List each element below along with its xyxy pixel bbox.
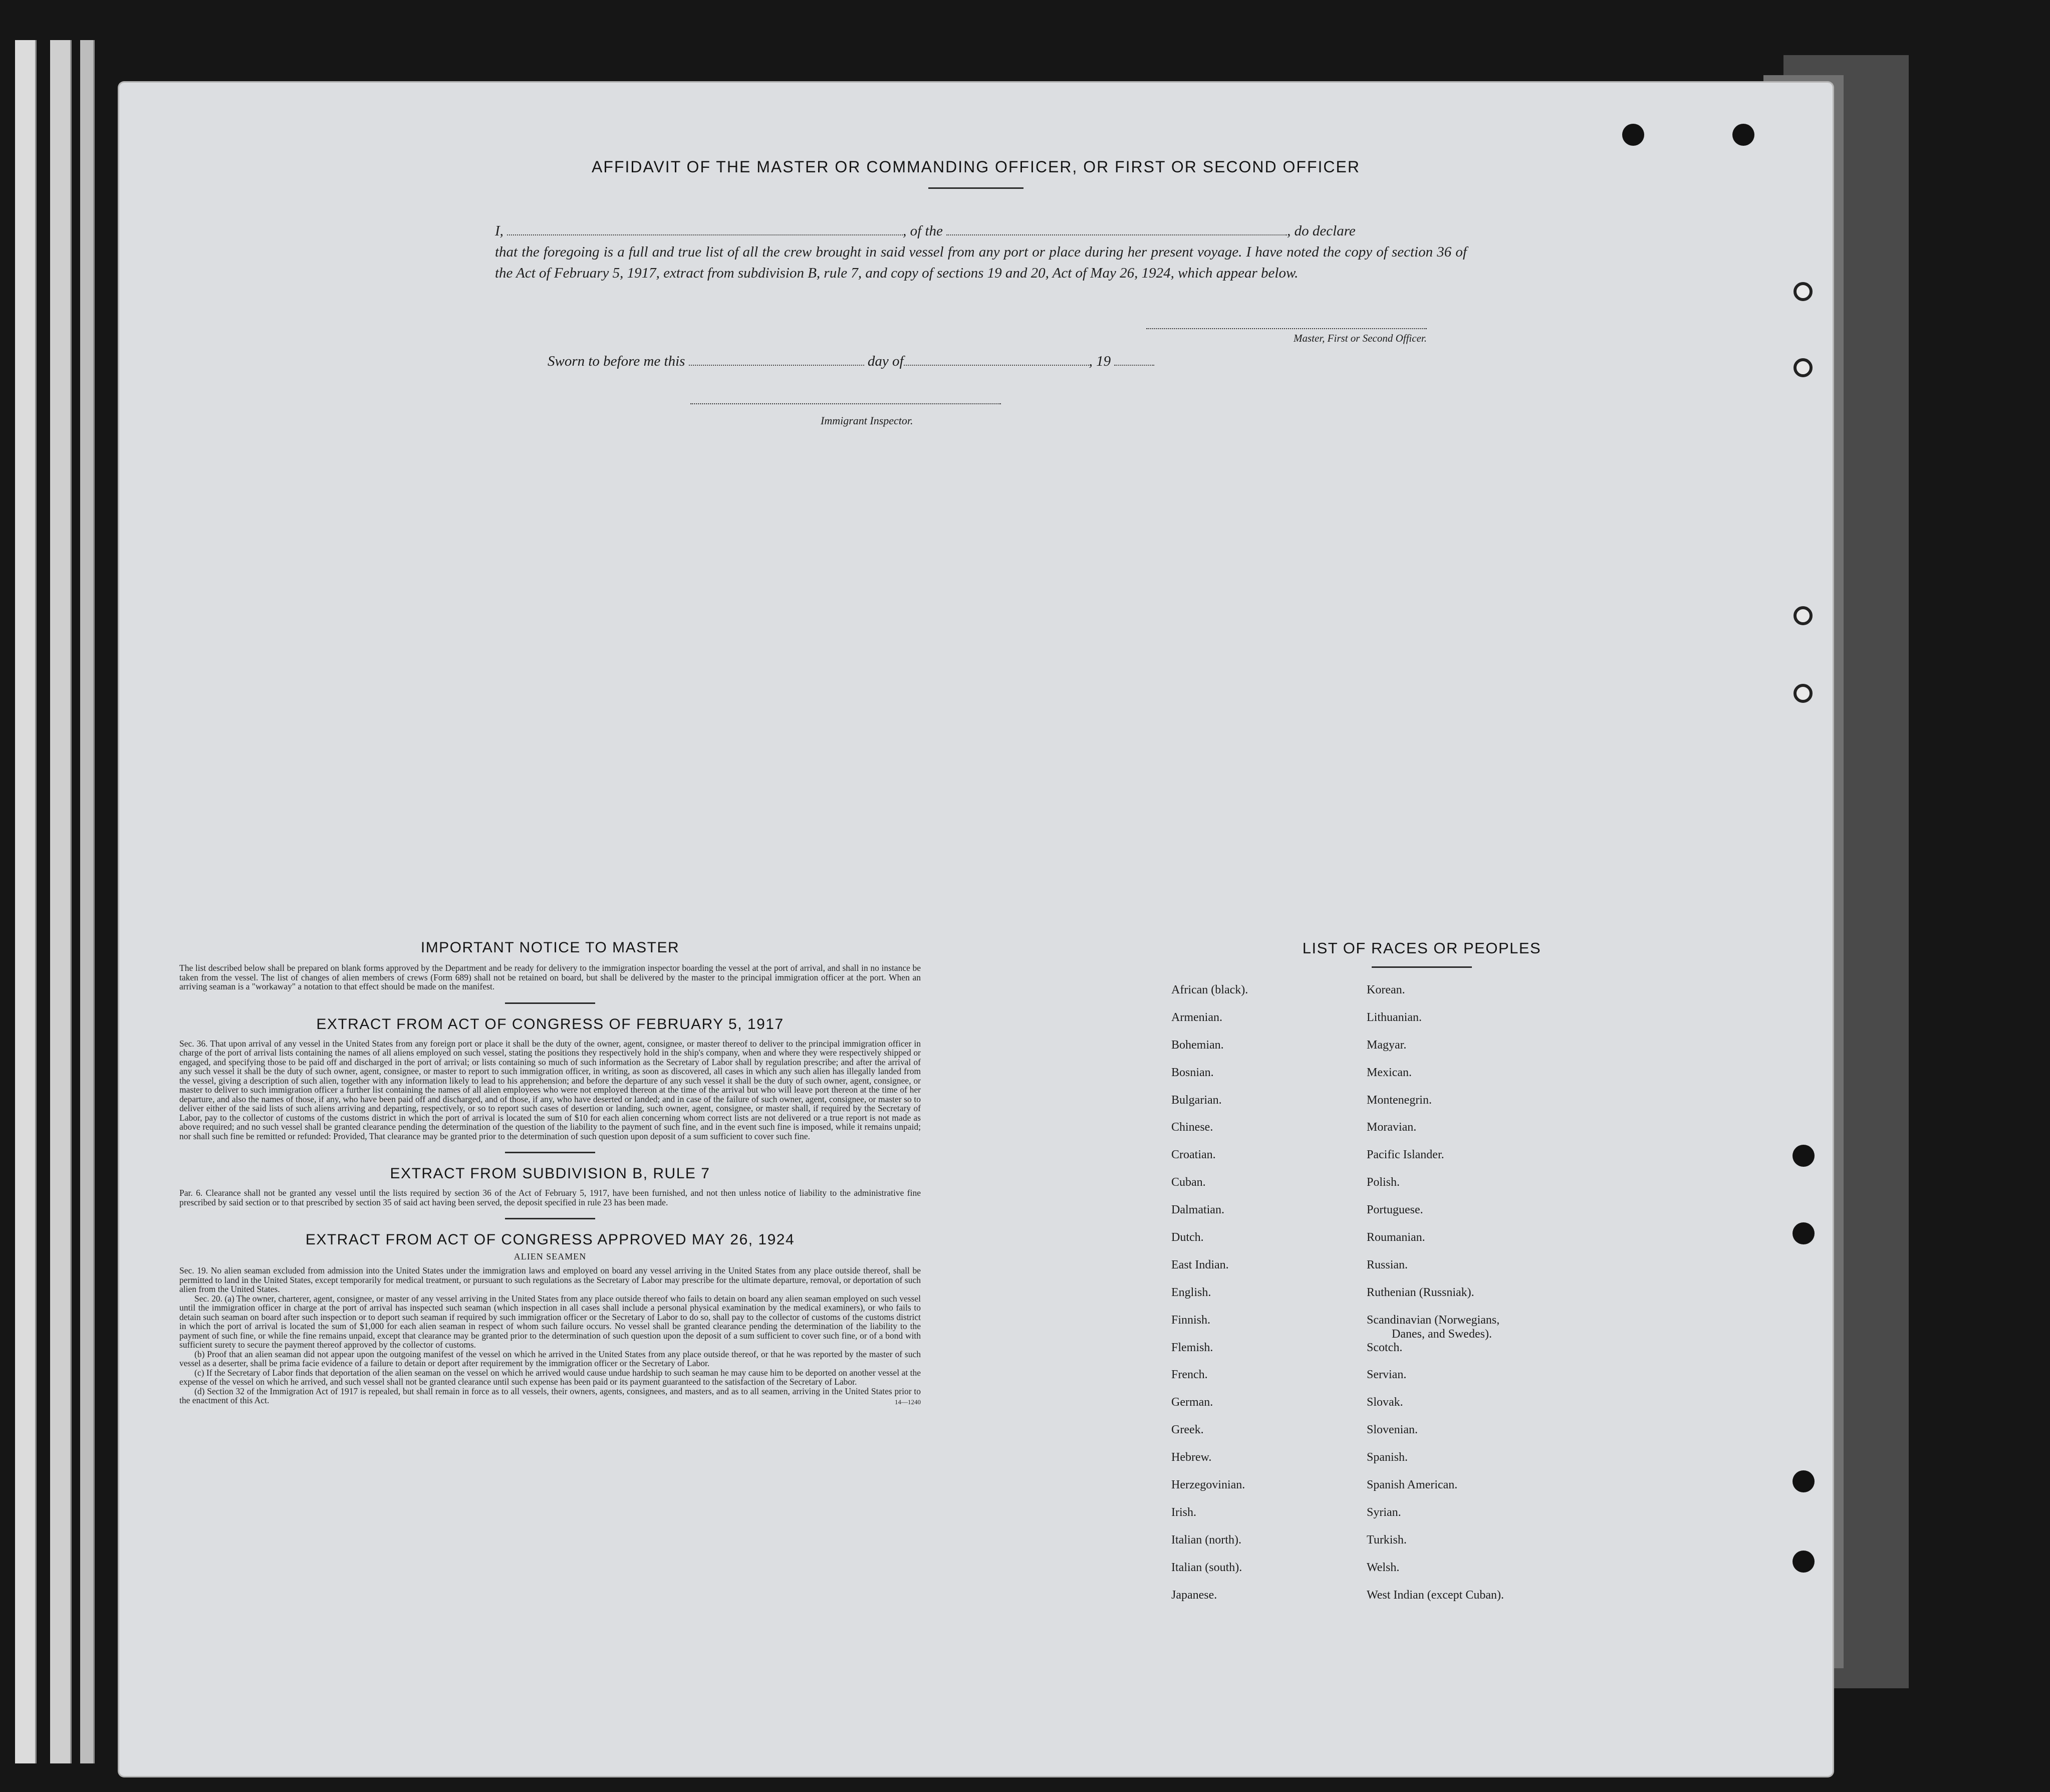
race-item: Syrian. bbox=[1367, 1505, 1401, 1519]
affidavit-body: that the foregoing is a full and true list of all the crew brought in said vessel from any port or place during her present voyage. I have noted the copy of section 36 of the Act of February 5, 1917, extract from subdivision B, rule 7, and copy of sections 19 and 20, Act of May 26, 1924, which appear below. bbox=[495, 244, 1467, 281]
divider bbox=[505, 1002, 595, 1004]
race-item: Roumanian. bbox=[1367, 1231, 1425, 1244]
notice-title: IMPORTANT NOTICE TO MASTER bbox=[420, 939, 680, 956]
master-signature-line[interactable] bbox=[1146, 328, 1427, 329]
race-item: Spanish. bbox=[1367, 1451, 1408, 1464]
race-item: Scotch. bbox=[1367, 1341, 1403, 1354]
race-item: Cuban. bbox=[1171, 1176, 1206, 1189]
sworn-day-field[interactable] bbox=[689, 365, 864, 366]
race-item: Greek. bbox=[1171, 1423, 1204, 1437]
race-item: Armenian. bbox=[1171, 1010, 1222, 1024]
race-item: Ruthenian (Russniak). bbox=[1367, 1286, 1474, 1299]
extract-rule7-text: Par. 6. Clearance shall not be granted any vessel until the lists required by section 36 of the Act of February 5, 1917, have been furnished, and not then unless notice of liability to the administrative fine prescribed by said section or to that prescribed by section 35 of said act having been served, the deposit specified in rule 23 has been made. bbox=[179, 1188, 921, 1207]
races-column-left bbox=[1171, 983, 1248, 1615]
race-item: Mexican. bbox=[1367, 1066, 1412, 1079]
race-item: Bosnian. bbox=[1171, 1066, 1214, 1079]
race-item: Slovak. bbox=[1367, 1396, 1403, 1409]
sworn-month-field[interactable] bbox=[904, 365, 1089, 366]
punch-hole bbox=[1792, 1222, 1815, 1244]
race-item: Russian. bbox=[1367, 1258, 1408, 1271]
race-item: Hebrew. bbox=[1171, 1451, 1212, 1464]
extract-1924-sec20c: (c) If the Secretary of Labor finds that deportation of the alien seaman on the vessel on which he arrived would cause undue hardship to such seaman he may cause him to be deported on another vessel at the expense of the vessel on which he arrived, and such vessel shall not be granted clearance until such expense has been paid or its payment guaranteed to the satisfaction of the Secretary of Labor. bbox=[179, 1367, 921, 1387]
race-item: West Indian (except Cuban). bbox=[1367, 1588, 1504, 1602]
affidavit-heading bbox=[119, 158, 1833, 189]
race-item: Italian (north). bbox=[1171, 1533, 1241, 1547]
race-item: Welsh. bbox=[1367, 1561, 1400, 1574]
punch-hole bbox=[1793, 684, 1813, 703]
race-item: German. bbox=[1171, 1396, 1213, 1409]
divider bbox=[505, 1152, 595, 1153]
race-item: African (black). bbox=[1171, 983, 1248, 996]
race-item: Magyar. bbox=[1367, 1038, 1407, 1052]
race-item: Polish. bbox=[1367, 1176, 1400, 1189]
binder-edge bbox=[80, 40, 95, 1763]
extract-1924-sec20d bbox=[179, 1387, 921, 1405]
race-item: Slovenian. bbox=[1367, 1423, 1418, 1437]
punch-hole bbox=[1792, 1551, 1815, 1573]
binder-edge bbox=[50, 40, 72, 1763]
race-item: Chinese. bbox=[1171, 1121, 1213, 1134]
race-item: Dutch. bbox=[1171, 1231, 1204, 1244]
extract-1917-title: EXTRACT FROM ACT OF CONGRESS OF FEBRUARY 5, 1917 bbox=[316, 1015, 784, 1033]
declarant-name-field[interactable] bbox=[507, 234, 903, 235]
race-item: Dalmatian. bbox=[1171, 1203, 1224, 1217]
sworn-line bbox=[548, 353, 1154, 370]
race-item: English. bbox=[1171, 1286, 1211, 1299]
extract-rule7-title: EXTRACT FROM SUBDIVISION B, RULE 7 bbox=[390, 1165, 710, 1182]
race-item: Portuguese. bbox=[1367, 1203, 1423, 1217]
extract-1924-sec20a: Sec. 20. (a) The owner, charterer, agent, consignee, or master of any vessel arriving in the United States from any place outside thereof who fails to detain on board any alien seaman employed on such vessel until the immigration officer in charge at the port of arrival has inspected such seaman (which inspection in all cases shall include a personal physical examination by the medical examiners), or who fails to detain such seaman on board after such inspection or to deport such seaman if required by such immigration officer or the Secretary of Labor to do so, shall pay to the collector of customs of the customs district in which the port of arrival is located the sum of $1,000 for each alien seaman in respect of whom such failure occurs. No vessel shall be granted clearance pending the determination of the liability to the payment of such fine, or while the fine remains unpaid, except that clearance may be granted prior to the determination of such question upon the deposit of a sum sufficient to cover such fine, or of a bond with sufficient surety to secure the payment thereof approved by the collector of customs. bbox=[179, 1293, 921, 1350]
race-item: Herzegovinian. bbox=[1171, 1478, 1245, 1492]
form-number: 14—1240 bbox=[895, 1398, 921, 1406]
race-item: Montenegrin. bbox=[1367, 1093, 1432, 1107]
extract-1917-text: Sec. 36. That upon arrival of any vessel in the United States from any foreign port or place it shall be the duty of the owner, agent, consignee, or master thereof to deliver to the principal immigration officer in charge of the port of arrival lists containing the names of all aliens employed on such vessel, stating the positions they respectively hold in the ship's company, when and where they were respectively shipped or engaged, and specifying those to be paid off and discharged in the port of arrival; or lists containing so much of such information as the Secretary of Labor shall by regulation prescribe; and after the arrival of any such vessel it shall be the duty of such owner, agent, consignee, or master to report to such immigration officer, in writing, as soon as discovered, all cases in which any such alien has illegally landed from the vessel, giving a description of such alien, together with any information likely to lead to his apprehension; and before the departure of any such vessel it shall be the duty of such owner, agent, consignee, or master to deliver to such immigration officer a further list containing the names of all alien employees who were not employed thereon at the time of the arrival but who will leave port thereon at the time of her departure, and also the names of those, if any, who have been paid off and discharged, and of those, if any, who have deserted or landed; and in case of the failure of such owner, agent, consignee, or master so to deliver either of the said lists of such aliens arriving and departing, respectively, or so to report such cases of desertion or landing, such owner, agent, consignee, or master shall, if required by the Secretary of Labor, pay to the collector of customs of the customs district in which the port of arrival is located the sum of $10 for each alien concerning whom correct lists are not delivered or a true report is not made as above required; and no such vessel shall be granted clearance pending the determination of the question of the liability to the payment of such fine, and in the event such fine is imposed, while it remains unpaid; nor shall such fine be remitted or refunded: Provided, That clearance may be granted prior to the determination of such question upon deposit of a sum sufficient to cover such fine. bbox=[179, 1038, 921, 1141]
notice-text: The list described below shall be prepared on blank forms approved by the Department and be ready for delivery to the immigration inspector boarding the vessel at the port of arrival, and shall in no instance be taken from the vessel. The list of changes of alien members of crews (Form 689) shall not be retained on board, but shall be delivered by the master to the principal immigration officer at the port. When an arriving seaman is a "workaway" a notation to that effect should be made on the manifest. bbox=[179, 963, 921, 991]
sworn-year-field[interactable] bbox=[1114, 365, 1154, 366]
vessel-prefix: , of the bbox=[903, 223, 943, 239]
race-item: Croatian. bbox=[1171, 1148, 1216, 1162]
punch-hole bbox=[1793, 358, 1813, 377]
race-item: Irish. bbox=[1171, 1505, 1196, 1519]
race-item: East Indian. bbox=[1171, 1258, 1229, 1271]
punch-hole bbox=[1792, 1470, 1815, 1492]
divider bbox=[928, 187, 1023, 189]
extract-1924-subtitle: ALIEN SEAMEN bbox=[514, 1251, 587, 1261]
races-title: LIST OF RACES OR PEOPLES bbox=[1302, 939, 1542, 957]
extract-1924-sec20b: (b) Proof that an alien seaman did not appear upon the outgoing manifest of the vessel on which he arrived in the United States from any place outside thereof, or that he was reported by the master of such vessel as a deserter, shall be prima facie evidence of a failure to detain or deport after requirement by the immigration officer or the Secretary of Labor. bbox=[179, 1349, 921, 1368]
race-item: Lithuanian. bbox=[1367, 1010, 1422, 1024]
race-item: Bulgarian. bbox=[1171, 1093, 1222, 1107]
sworn-prefix: Sworn to before me this bbox=[548, 353, 685, 369]
race-item bbox=[1367, 1313, 1504, 1341]
race-item-line2: Danes, and Swedes). bbox=[1392, 1327, 1492, 1341]
legal-notices bbox=[179, 939, 921, 1407]
race-item: Servian. bbox=[1367, 1368, 1407, 1382]
race-item: Korean. bbox=[1367, 983, 1405, 996]
document-page bbox=[119, 83, 1833, 1776]
punch-hole bbox=[1793, 606, 1813, 625]
race-item: Turkish. bbox=[1367, 1533, 1407, 1547]
race-item: Bohemian. bbox=[1171, 1038, 1224, 1052]
affidavit-declaration bbox=[495, 220, 1467, 284]
punch-hole bbox=[1793, 282, 1813, 301]
punch-hole bbox=[1792, 1145, 1815, 1167]
extract-1924-sec20d-text: (d) Section 32 of the Immigration Act of 1917 is repealed, but shall remain in force as to all vessels, their owners, agents, consignees, and masters, and as to all seamen, arriving in the United States prior to the enactment of this Act. bbox=[179, 1386, 921, 1405]
master-signature-label: Master, First or Second Officer. bbox=[1294, 332, 1427, 344]
sworn-day-of: day of bbox=[867, 353, 904, 369]
races-column-right bbox=[1367, 983, 1504, 1615]
sworn-year: , 19 bbox=[1089, 353, 1111, 369]
race-item: French. bbox=[1171, 1368, 1208, 1382]
declarant-prefix: I, bbox=[495, 223, 503, 239]
inspector-signature-line[interactable] bbox=[690, 403, 1001, 404]
race-item: Spanish American. bbox=[1367, 1478, 1458, 1492]
extract-1924-sec19: Sec. 19. No alien seaman excluded from admission into the United States under the immigration laws and employed on board any vessel arriving in the United States from any place outside thereof, shall be permitted to land in the United States, except temporarily for medical treatment, or pursuant to such regulations as the Secretary of Labor may prescribe for the ultimate departure, removal, or deportation of such alien from the United States. bbox=[179, 1265, 921, 1294]
punch-hole bbox=[1622, 124, 1644, 146]
extract-1924-title: EXTRACT FROM ACT OF CONGRESS APPROVED MAY 26, 1924 bbox=[305, 1231, 795, 1248]
inspector-label: Immigrant Inspector. bbox=[821, 414, 913, 427]
race-item: Japanese. bbox=[1171, 1588, 1217, 1602]
declare-suffix: , do declare bbox=[1287, 223, 1356, 239]
race-item: Moravian. bbox=[1367, 1121, 1417, 1134]
binder-edge bbox=[15, 40, 37, 1763]
race-item: Pacific Islander. bbox=[1367, 1148, 1444, 1162]
race-item: Flemish. bbox=[1171, 1341, 1213, 1354]
race-item-line1: Scandinavian (Norwegians, bbox=[1367, 1313, 1500, 1327]
vessel-name-field[interactable] bbox=[946, 234, 1287, 235]
affidavit-title: AFFIDAVIT OF THE MASTER OR COMMANDING OFFICER, OR FIRST OR SECOND OFFICER bbox=[592, 158, 1360, 176]
race-item: Italian (south). bbox=[1171, 1561, 1242, 1574]
races-list bbox=[1171, 939, 1672, 1602]
master-signature-block bbox=[1146, 328, 1427, 345]
inspector-signature-block bbox=[690, 403, 991, 427]
divider bbox=[1372, 966, 1472, 968]
divider bbox=[505, 1218, 595, 1219]
punch-hole bbox=[1732, 124, 1754, 146]
race-item: Finnish. bbox=[1171, 1313, 1211, 1327]
